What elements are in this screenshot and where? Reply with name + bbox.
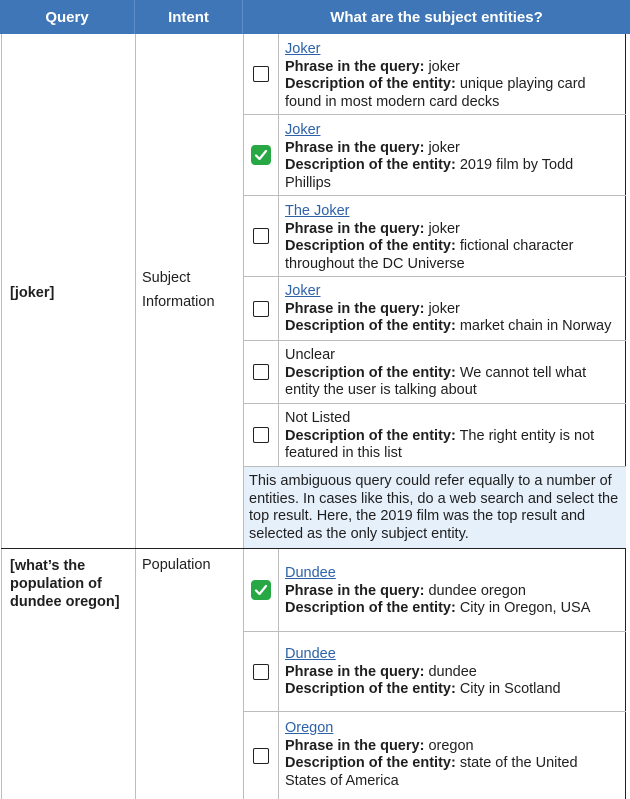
entity-content [285,122,622,192]
entity-link[interactable]: Joker [285,283,321,299]
entity-content [285,410,622,463]
entity-content [285,41,622,111]
entity-description [285,76,622,111]
entity-description [285,681,622,699]
entity-row [243,277,626,341]
phrase-label: Phrase in the query: [285,139,425,156]
description-label: Description of the entity: [285,427,456,444]
entity-content [285,720,622,790]
description-label: Description of the entity: [285,364,456,381]
query-dundee-oregon [10,557,120,611]
description-label: Description of the entity: [285,600,456,616]
phrase-label: Phrase in the query: [285,220,425,237]
entity-phrase [285,738,622,756]
entity-description [285,428,622,463]
entity-link[interactable]: Dundee [285,646,336,662]
entity-name: Not Listed [285,410,351,426]
description-value: market chain in Norway [459,318,612,334]
entity-content [285,283,622,336]
query-line: [joker] [10,285,55,301]
entity-description [285,318,622,336]
entity-row [243,712,626,799]
phrase-value: dundee oregon [428,582,527,599]
phrase-value: joker [428,139,460,156]
checkbox-cell [244,34,279,114]
checkbox-cell [244,115,279,195]
entity-checkbox[interactable] [253,66,269,82]
entity-phrase [285,301,622,319]
entity-content [285,565,622,618]
phrase-label: Phrase in the query: [285,663,425,680]
checkbox-cell [244,632,279,711]
description-value: unique playing card found in most modern card decks [285,76,586,110]
checked-checkbox-icon[interactable] [251,580,271,600]
entity-checkbox[interactable] [253,364,269,380]
entity-link[interactable]: Oregon [285,720,334,736]
entity-row [243,404,626,467]
phrase-value: joker [428,58,460,75]
header-intent: Intent [135,0,243,34]
description-value: 2019 film by Todd Phillips [285,157,574,191]
table-border-left [1,34,2,799]
entity-checkbox[interactable] [253,664,269,680]
phrase-label: Phrase in the query: [285,58,425,75]
checkbox-cell [244,404,279,466]
intent-line: Population [142,557,211,573]
phrase-value: joker [428,220,460,237]
entity-content [285,646,622,699]
description-label: Description of the entity: [285,755,456,771]
checked-checkbox-icon[interactable] [251,145,271,165]
entity-checkbox[interactable] [253,748,269,764]
entity-row [243,34,626,115]
query-line: population of [10,576,102,592]
header-subject-entities: What are the subject entities? [330,8,543,26]
query-line: [what’s the [10,558,86,574]
intent-population [142,553,211,577]
description-value: The right entity is not featured in this list [285,427,595,461]
checkbox-cell [244,341,279,403]
description-label: Description of the entity: [285,681,456,697]
entity-row [243,196,626,277]
entity-description [285,600,622,618]
description-value: City in Scotland [459,681,561,697]
entity-phrase [285,140,622,158]
entity-link[interactable]: The Joker [285,203,350,219]
header-query: Query [0,0,135,34]
entity-row [243,115,626,196]
phrase-label: Phrase in the query: [285,737,425,754]
entity-content [285,203,622,273]
description-value: state of the United States of America [285,755,578,789]
description-value: City in Oregon, USA [459,600,591,616]
checkbox-cell [244,712,279,799]
entity-row [243,341,626,404]
entity-phrase [285,664,622,682]
checkbox-cell [244,277,279,340]
phrase-value: oregon [428,737,474,754]
entity-checkbox[interactable] [253,228,269,244]
intent-subject-information [142,266,215,314]
entity-description [285,238,622,273]
column-divider-query [135,34,136,799]
description-label: Description of the entity: [285,318,456,334]
entity-row [243,632,626,712]
description-label: Description of the entity: [285,157,456,173]
query-line: dundee oregon] [10,594,120,610]
intent-line: Information [142,294,215,310]
query-joker [10,284,54,302]
entity-content [285,347,622,400]
checkbox-cell [244,549,279,631]
table-header [0,0,630,34]
phrase-label: Phrase in the query: [285,582,425,599]
entity-row [243,549,626,632]
intent-line: Subject [142,270,191,286]
phrase-label: Phrase in the query: [285,300,425,317]
entity-name: Unclear [285,347,335,363]
description-label: Description of the entity: [285,76,456,92]
description-label: Description of the entity: [285,238,456,254]
description-value: fictional character throughout the DC Universe [285,238,574,272]
phrase-value: joker [428,300,460,317]
entity-checkbox[interactable] [253,427,269,443]
entity-phrase [285,59,622,77]
entity-link[interactable]: Joker [285,41,321,57]
entity-description [285,755,622,790]
phrase-value: dundee [428,663,477,680]
description-value: We cannot tell what entity the user is talking about [285,364,587,398]
entity-link[interactable]: Dundee [285,565,336,581]
entity-phrase [285,221,622,239]
explanation-note: This ambiguous query could refer equally to a number of entities. In cases like this, do a web search and select the top result. Here, the 2019 film was the top result and selected as the only subject entity. [243,467,626,548]
entity-description [285,365,622,400]
entity-link[interactable]: Joker [285,122,321,138]
checkbox-cell [244,196,279,276]
entity-checkbox[interactable] [253,301,269,317]
entity-description [285,157,622,192]
entity-phrase [285,583,622,601]
